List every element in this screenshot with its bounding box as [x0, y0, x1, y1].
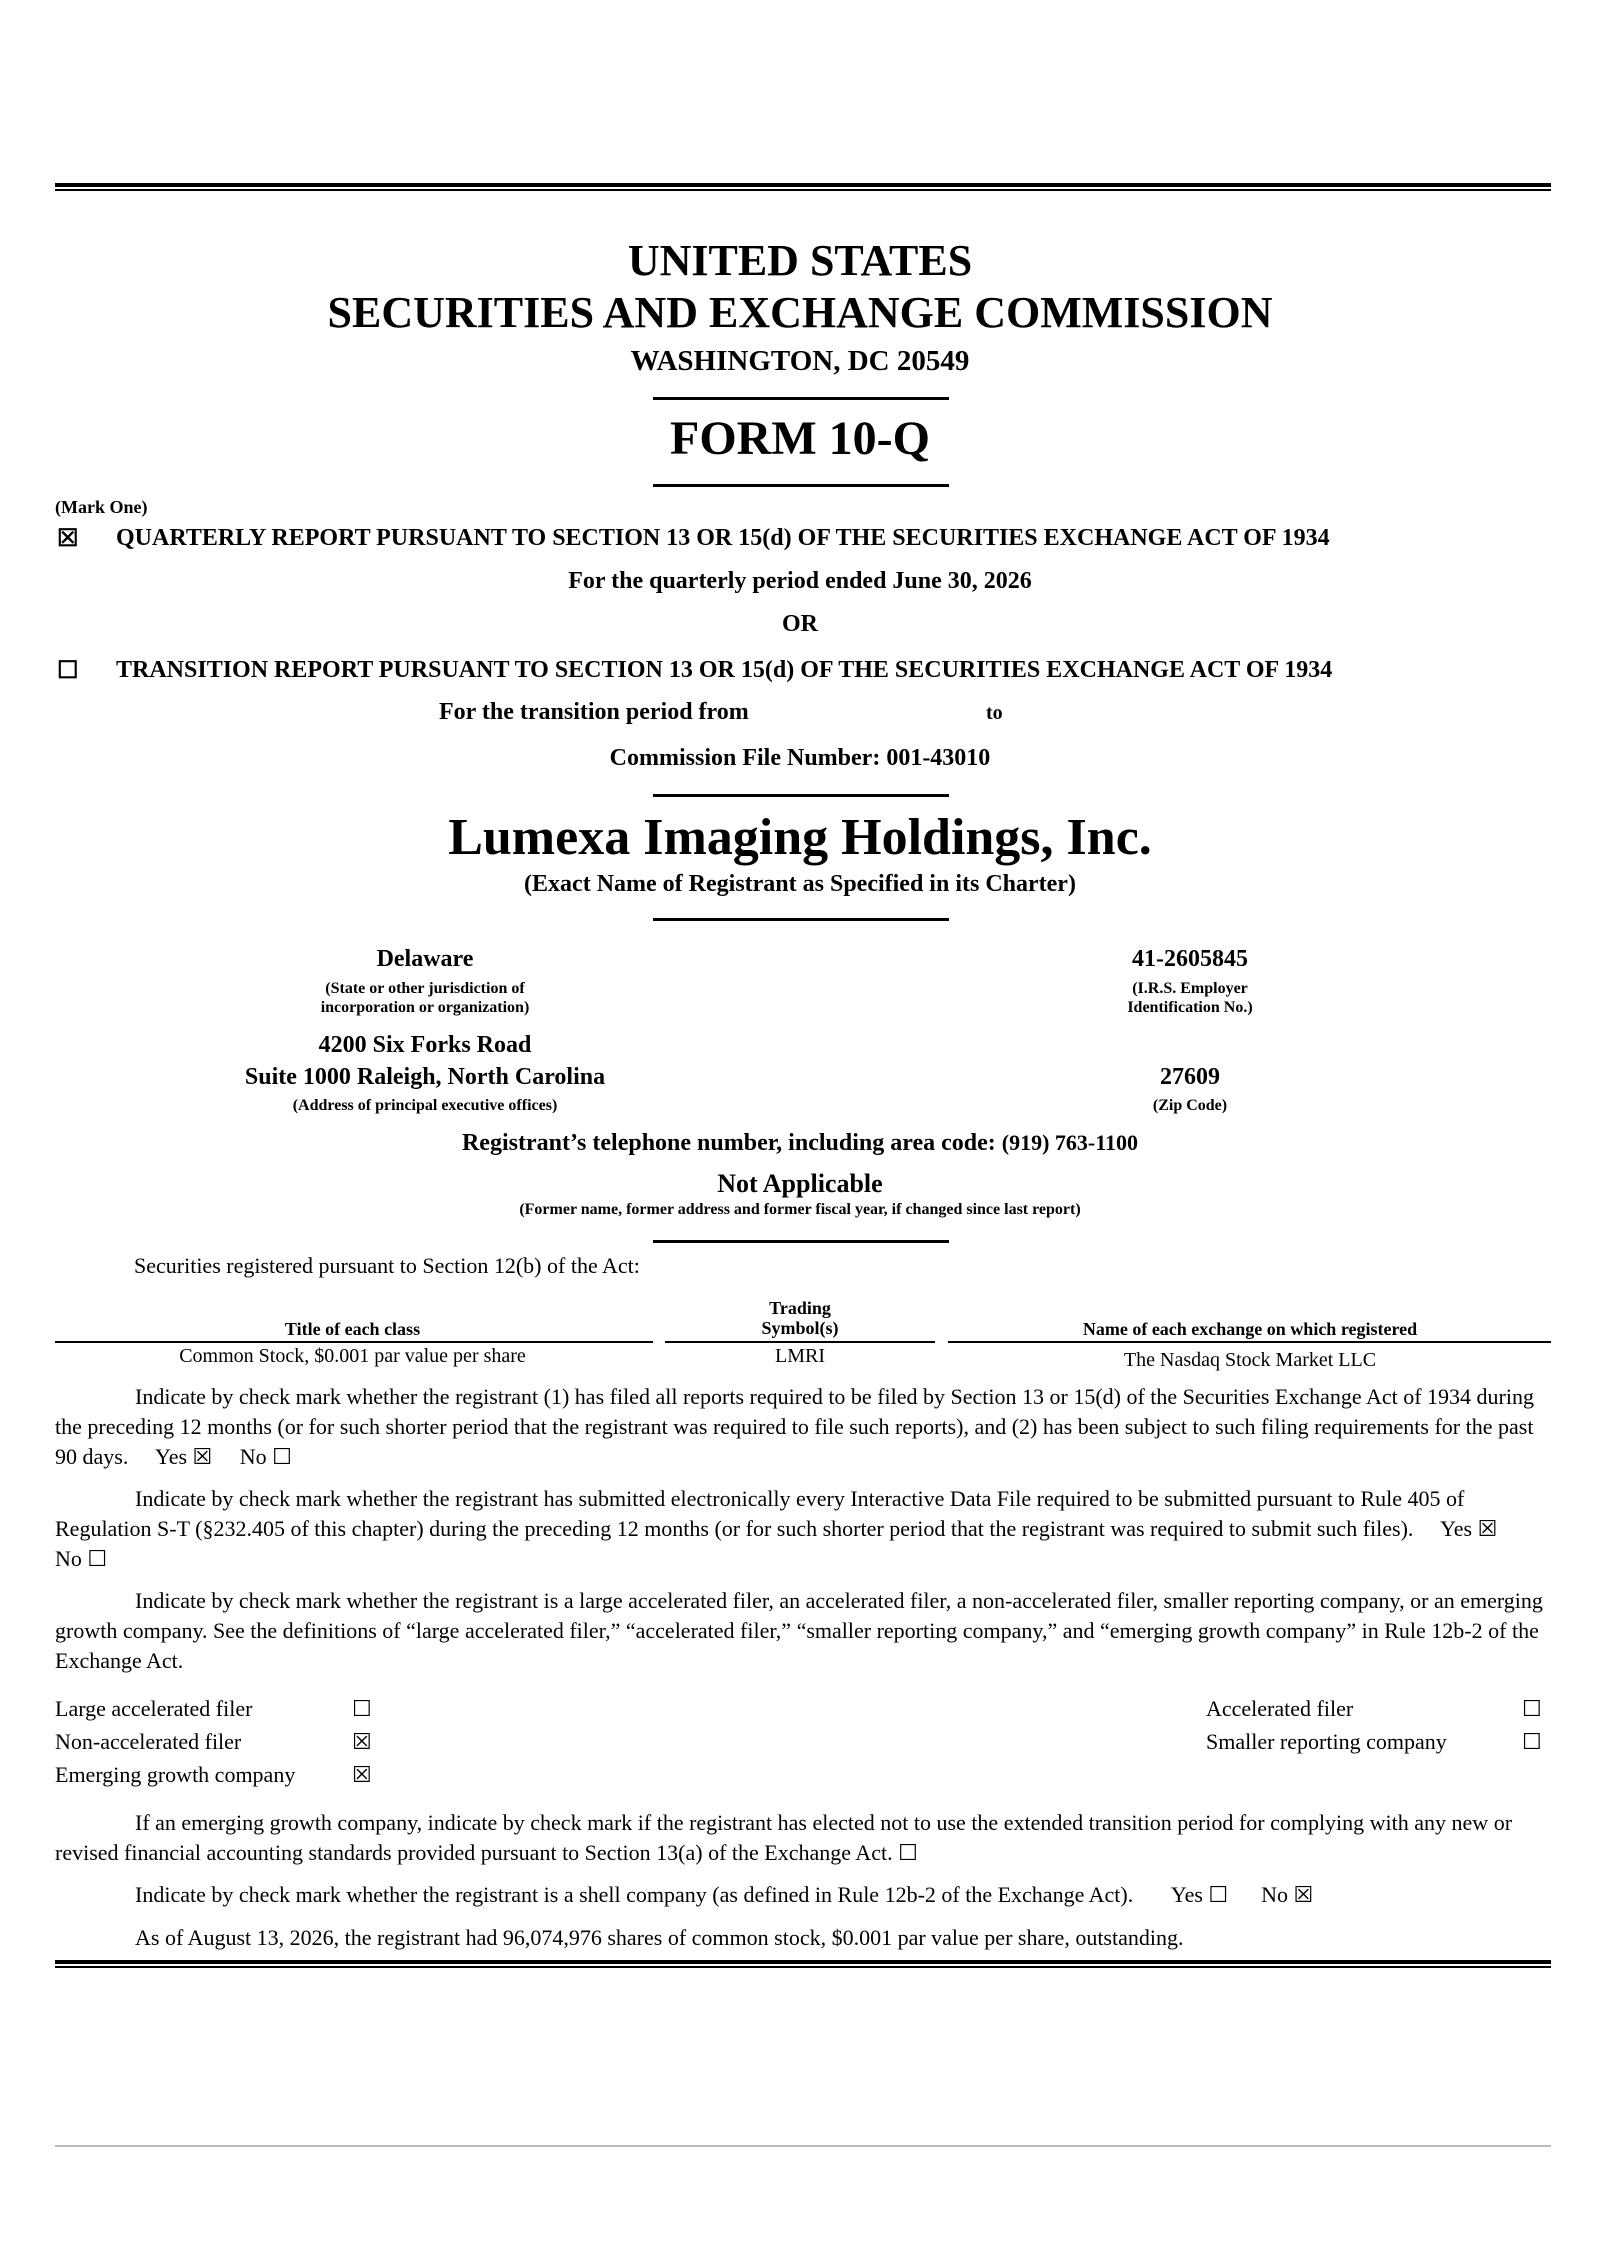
shares-outstanding-paragraph: As of August 13, 2026, the registrant had 96,074,976 shares of common stock, $0.001 par value per share, outstanding. [135, 1925, 1184, 1950]
reports-filed-paragraph: Indicate by check mark whether the registrant (1) has filed all reports required to be filed by Section 13 or 15(d) of the Securities Exchange Act of 1934 during the preceding 12 months (or for such shorter period that the registrant was required to file such reports), and (2) has been subject to such filing requirements for the past 90 days. Yes ☒ No ☐ [55, 1384, 1534, 1469]
header-united-states: UNITED STATES [627, 236, 973, 285]
divider [653, 397, 949, 400]
employer-id-number: 41-2605845 [1132, 946, 1248, 972]
emerging-growth-company-checkbox[interactable]: ☒ [352, 1762, 372, 1787]
telephone-number: (919) 763-1100 [1001, 1130, 1139, 1155]
former-name-caption: (Former name, former address and former fiscal year, if changed since last report) [519, 1201, 1081, 1218]
registrant-name-caption: (Exact Name of Registrant as Specified in its Charter) [524, 871, 1076, 897]
telephone-label: Registrant’s telephone number, including area code: [461, 1130, 996, 1156]
telephone-line [0, 1130, 1600, 1157]
transition-from-label: For the transition period from [439, 699, 749, 725]
interactive-data-paragraph: Indicate by check mark whether the registrant has submitted electronically every Interactive Data File required to be submitted pursuant to Rule 405 of Regulation S-T (§232.405 of this chapter) during the preceding 12 months (or for such shorter period that the registrant was required to submit such files). Yes ☒ No ☐ [55, 1486, 1498, 1571]
zip-code-caption: (Zip Code) [1152, 1097, 1228, 1114]
divider [653, 918, 949, 921]
transition-checkbox[interactable]: ☐ [57, 658, 79, 684]
accelerated-filer-label: Accelerated filer [1206, 1696, 1354, 1721]
reports-filed-yes[interactable]: Yes ☒ [155, 1444, 213, 1469]
transition-report-label: TRANSITION REPORT PURSUANT TO SECTION 13 OR 15(d) OF THE SECURITIES EXCHANGE ACT OF 1934 [116, 657, 1333, 683]
address-line-1: 4200 Six Forks Road [318, 1032, 532, 1058]
bottom-double-rule [55, 1960, 1551, 1968]
top-double-rule [55, 183, 1551, 191]
header-washington: WASHINGTON, DC 20549 [630, 345, 970, 377]
interactive-data-no[interactable]: No ☐ [55, 1546, 108, 1571]
shell-company-paragraph: Indicate by check mark whether the registrant is a shell company (as defined in Rule 12b-2 of the Exchange Act). Yes ☐ No ☒ [135, 1882, 1314, 1907]
interactive-data-yes[interactable]: Yes ☒ [1440, 1516, 1498, 1541]
divider [653, 1240, 949, 1243]
address-line-2: Suite 1000 Raleigh, North Carolina [244, 1064, 606, 1090]
state-of-incorporation: Delaware [376, 946, 474, 972]
former-name: Not Applicable [717, 1169, 883, 1198]
col-header-title: Title of each class [284, 1319, 421, 1339]
registrant-name: Lumexa Imaging Holdings, Inc. [448, 809, 1152, 866]
accelerated-filer-checkbox[interactable]: ☐ [1522, 1696, 1542, 1721]
securities-intro: Securities registered pursuant to Section 12(b) of the Act: [134, 1253, 640, 1278]
mark-one-label: (Mark One) [55, 497, 148, 517]
quarterly-period: For the quarterly period ended June 30, 2026 [568, 568, 1032, 594]
row-title: Common Stock, $0.001 par value per share [179, 1345, 526, 1367]
table-rule [948, 1341, 1551, 1343]
col-header-trading-symbol: Trading Symbol(s) [761, 1298, 839, 1338]
smaller-reporting-company-label: Smaller reporting company [1206, 1729, 1447, 1754]
or-label: OR [782, 611, 818, 637]
quarterly-checkbox[interactable]: ☒ [57, 526, 79, 552]
emerging-growth-transition-paragraph: If an emerging growth company, indicate by check mark if the registrant has elected not to use the extended transition period for complying with any new or revised financial accounting standards provided pursuant to Section 13(a) of the Exchange Act. ☐ [55, 1810, 1513, 1865]
page-footer-rule [55, 2145, 1551, 2147]
divider [653, 484, 949, 487]
row-trading-symbol: LMRI [775, 1345, 825, 1367]
smaller-reporting-company-checkbox[interactable]: ☐ [1522, 1729, 1542, 1754]
col-header-exchange: Name of each exchange on which registered [1082, 1319, 1418, 1339]
shell-company-no[interactable]: No ☒ [1261, 1882, 1314, 1907]
transition-to-label: to [986, 702, 1003, 724]
commission-file-number: Commission File Number: 001-43010 [609, 745, 991, 771]
reports-filed-no[interactable]: No ☐ [239, 1444, 292, 1469]
table-rule [665, 1341, 935, 1343]
non-accelerated-filer-label: Non-accelerated filer [55, 1729, 242, 1754]
large-accelerated-filer-checkbox[interactable]: ☐ [352, 1696, 372, 1721]
quarterly-report-label: QUARTERLY REPORT PURSUANT TO SECTION 13 OR 15(d) OF THE SECURITIES EXCHANGE ACT OF 1934 [116, 525, 1330, 551]
divider [653, 794, 949, 797]
row-exchange: The Nasdaq Stock Market LLC [1123, 1349, 1377, 1371]
non-accelerated-filer-checkbox[interactable]: ☒ [352, 1729, 372, 1754]
table-rule [55, 1341, 653, 1343]
filer-status-paragraph: Indicate by check mark whether the registrant is a large accelerated filer, an accelerated filer, a non-accelerated filer, smaller reporting company, or an emerging growth company. See the definitions of “large accelerated filer,” “accelerated filer,” “smaller reporting company,” and “emerging growth company” in Rule 12b-2 of the Exchange Act. [55, 1588, 1543, 1673]
large-accelerated-filer-label: Large accelerated filer [55, 1696, 253, 1721]
employer-id-caption: (I.R.S. Employer Identification No.) [1127, 980, 1253, 1016]
shell-company-yes[interactable]: Yes ☐ [1170, 1882, 1229, 1907]
zip-code: 27609 [1160, 1064, 1220, 1090]
form-title: FORM 10-Q [670, 412, 930, 465]
emerging-growth-company-label: Emerging growth company [55, 1762, 296, 1787]
state-caption: (State or other jurisdiction of incorporation or organization) [320, 980, 530, 1016]
address-caption: (Address of principal executive offices) [292, 1097, 558, 1114]
header-sec: SECURITIES AND EXCHANGE COMMISSION [327, 288, 1273, 337]
